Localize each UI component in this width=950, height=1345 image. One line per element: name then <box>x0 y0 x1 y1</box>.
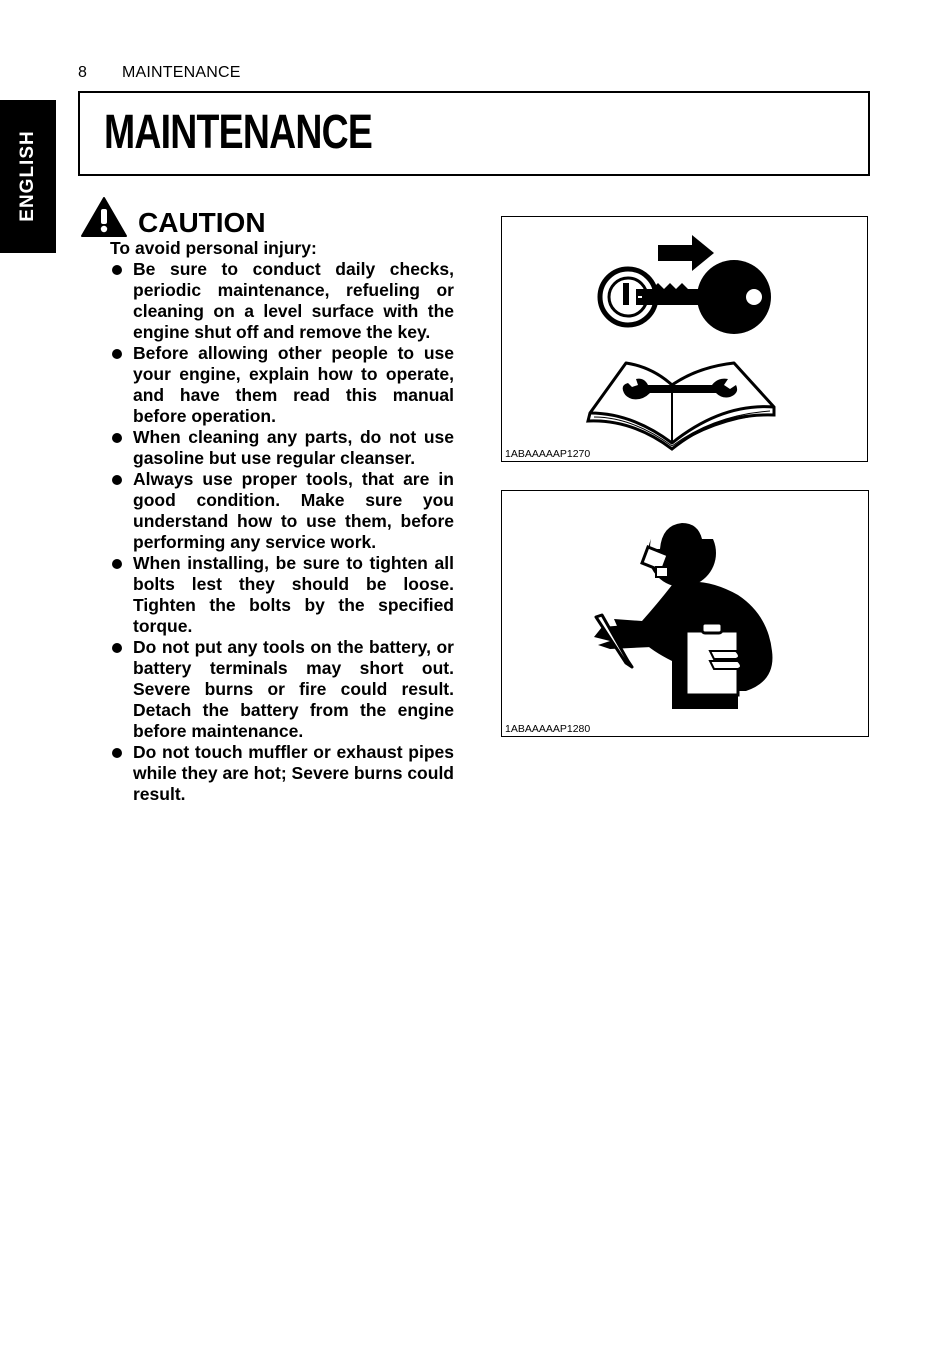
bullet-icon <box>112 475 122 485</box>
caution-list <box>110 259 454 805</box>
list-item: Do not put any tools on the battery, or battery terminals may short out. Severe burns or fire could result. Detach the battery from the engine before maintenance. <box>110 637 454 742</box>
bullet-icon <box>112 349 122 359</box>
mechanic-with-clipboard-icon <box>502 491 870 738</box>
header-section: MAINTENANCE <box>122 64 241 81</box>
bullet-icon <box>112 433 122 443</box>
title-box <box>78 91 870 176</box>
list-item: Always use proper tools, that are in good condition. Make sure you understand how to use them, before performing any service work. <box>110 469 454 553</box>
list-item: Do not touch muffler or exhaust pipes while they are hot; Severe burns could result. <box>110 742 454 805</box>
figure-mechanic <box>501 490 869 737</box>
figure-key-manual <box>501 216 868 462</box>
page-title: MAINTENANCE <box>104 106 373 159</box>
language-tab-label: ENGLISH <box>17 130 38 222</box>
bullet-icon <box>112 748 122 758</box>
key-and-manual-icon <box>502 217 869 463</box>
list-item: Before allowing other people to use your engine, explain how to operate, and have them read this manual before operation. <box>110 343 454 427</box>
list-item: Be sure to conduct daily checks, periodic maintenance, refueling or cleaning on a level surface with the engine shut off and remove the key. <box>110 259 454 343</box>
warning-triangle-icon <box>80 196 128 238</box>
caution-heading: CAUTION <box>138 207 266 238</box>
bullet-icon <box>112 265 122 275</box>
bullet-icon <box>112 559 122 569</box>
list-item: When cleaning any parts, do not use gasoline but use regular cleanser. <box>110 427 454 469</box>
bullet-icon <box>112 643 122 653</box>
page-header <box>78 64 241 82</box>
caution-intro: To avoid personal injury: <box>110 238 317 258</box>
list-item: When installing, be sure to tighten all bolts lest they should be loose. Tighten the bolts by the specified torque. <box>110 553 454 637</box>
figure-code: 1ABAAAAAP1280 <box>505 723 591 735</box>
figure-code: 1ABAAAAAP1270 <box>505 448 591 460</box>
page-number: 8 <box>78 64 88 81</box>
